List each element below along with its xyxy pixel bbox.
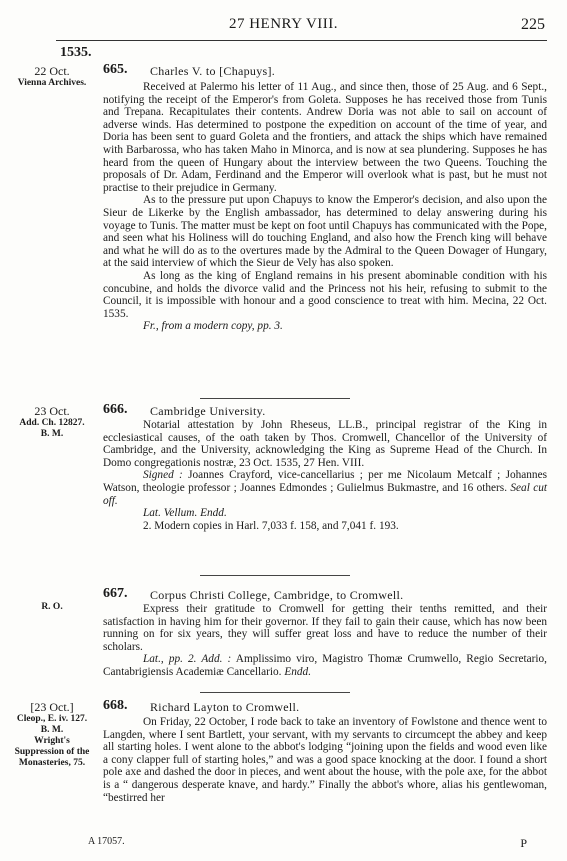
entry-margin bbox=[10, 64, 94, 89]
entry-divider bbox=[200, 398, 350, 399]
entry-divider bbox=[200, 692, 350, 693]
paragraph: Notarial attestation by John Rheseus, LL.B., principal registrar of the King in ecclesiastical causes, of the oath taken by Thos. Cromwell, Chancellor of the University of Cambridge, and the University, acknowledging the King as Supreme Head of the Church. In Domo congregationis nostræ, 23 Oct. 1535, 27 Hen. VIII. bbox=[103, 419, 547, 469]
paragraph: On Friday, 22 October, I rode back to take an inventory of Fowlstone and thence went to Langden, where I sent Bartlett, your servant, with my servants to circumcept the abbey and keep all starting holes. I went alone to the abbot's lodging “joining upon the fields and wood even like a cony clapper full of starting holes,” and was a good space knocking at the door. I found a short pole axe and dashed the door in pieces, and went about the house, with the pole axe, for the abbot is a “ dangerous desperate knave, and hardy.” Finally the abbot's whore, alias his gentlewoman, “bestirred her bbox=[103, 716, 547, 804]
note-text: Amplissimo viro, Magistro Thomæ Crumwello, Regio Secretario, Cantabrigiensis Academiæ Cancellario. bbox=[103, 653, 547, 678]
page-number: 225 bbox=[521, 16, 545, 33]
entry-title: Cambridge University. bbox=[150, 404, 266, 418]
entry-source: Vienna Archives. bbox=[17, 78, 87, 88]
entry-number: 666. bbox=[103, 402, 128, 417]
entry-title: Corpus Christi College, Cambridge, to Cromwell. bbox=[150, 588, 404, 602]
paragraph: As to the pressure put upon Chapuys to know the Emperor's decision, and also upon the Sieur de Likerke by the English ambassador, has determined to delay answering during his voyage to Tunis. The matter must be kept on foot until Chapuys has communicated with the Pope, and seen what his Holiness will do touching England, and also how the French king will behave and what he will do as to the overtures made by the Admiral to the Queen Dowager of Hungary, at the said interview of which the Sieur de Vely has also spoken. bbox=[103, 194, 547, 270]
entry-body bbox=[103, 81, 547, 333]
paragraph: Received at Palermo his letter of 11 Aug., and since then, those of 25 Aug. and 6 Sept., notifying the receipt of the Emperor's from Goleta. Supposes he has received those from Tunis and Trepana. Recapitulates their contents. Andrew Doria was not able to sail on account of adverse winds. Has determined to postpone the expedition on account of the time of year, and Doria has been sent to guard Goleta and the frontiers, and attack the ships which have remained with Barbarossa, who has taken Maho in Minorca, and is now at sea plundering. Supposes he has heard from the queen of Hungary about the interview between the two Queens. Touching the proposals of Dr. Adam, Ferdinand and the Emperor will overlook what is past, but he must not practise to their prejudice in Germany. bbox=[103, 81, 547, 194]
signed-text: Joannes Crayford, vice-cancellarius ; per me Nicolaum Metcalf ; Johannes Watson, theologie professor ; Joannes Edmondes ; Gulielmus Bukmastre, and 16 others. bbox=[103, 469, 547, 494]
entry-number: 667. bbox=[103, 586, 128, 601]
entry-source: B. M. bbox=[40, 429, 64, 439]
entry-number: 665. bbox=[103, 62, 128, 77]
entry-note: Lat. Vellum. Endd. bbox=[143, 507, 227, 520]
entry-body bbox=[103, 419, 547, 532]
entry-margin bbox=[10, 602, 94, 613]
entry-source: Cleop., E. iv. 127. bbox=[16, 714, 88, 724]
entry-source: Add. Ch. 12827. bbox=[19, 418, 85, 428]
signed-label: Signed : bbox=[143, 469, 183, 482]
running-header bbox=[0, 16, 567, 40]
running-title: 27 HENRY VIII. bbox=[228, 16, 339, 32]
entry-source: B. M. bbox=[40, 725, 64, 735]
entry-divider bbox=[200, 575, 350, 576]
entry-note-2: 2. Modern copies in Harl. 7,033 f. 158, and 7,041 f. 193. bbox=[143, 519, 399, 532]
header-rule bbox=[56, 40, 547, 41]
gathering-letter: P bbox=[520, 836, 527, 850]
entry-source: Wright's Suppression of the Monasteries, 75. bbox=[14, 736, 90, 768]
seal-note: Seal cut off. bbox=[103, 481, 547, 507]
entry-body bbox=[103, 603, 547, 679]
year-marker: 1535. bbox=[60, 45, 92, 60]
entry-body bbox=[103, 716, 547, 804]
page-footer bbox=[0, 836, 567, 852]
entry-source: R. O. bbox=[41, 602, 63, 612]
entry-margin bbox=[10, 404, 94, 440]
entry-title: Charles V. to [Chapuys]. bbox=[150, 64, 276, 78]
entry-note bbox=[103, 653, 547, 678]
signed-paragraph bbox=[103, 469, 547, 507]
note-end: Endd. bbox=[284, 665, 312, 678]
entry-date: [23 Oct.] bbox=[30, 700, 74, 714]
entry-title: Richard Layton to Cromwell. bbox=[150, 700, 300, 714]
paragraph: Express their gratitude to Cromwell for getting their tenths remitted, and their satisfaction in having him for their governor. If they fail to gain their cause, which has now been running on for six years, they will suffer great loss and have to reduce the number of their scholars. bbox=[103, 603, 547, 653]
entry-note: Fr., from a modern copy, pp. 3. bbox=[143, 320, 283, 333]
entry-number: 668. bbox=[103, 698, 128, 713]
entry-margin bbox=[10, 700, 94, 769]
entry-date: 22 Oct. bbox=[34, 64, 70, 78]
entry-date: 23 Oct. bbox=[34, 404, 70, 418]
signature-mark: A 17057. bbox=[88, 836, 125, 847]
note-label: Lat., pp. 2. Add. : bbox=[143, 653, 232, 666]
paragraph: As long as the king of England remains in his present abominable condition with his concubine, and holds the divorce valid and the Princess not his heir, refusing to submit to the Council, it is impossible with honour and a good conscience to treat with him. Mecina, 22 Oct. 1535. bbox=[103, 269, 547, 320]
